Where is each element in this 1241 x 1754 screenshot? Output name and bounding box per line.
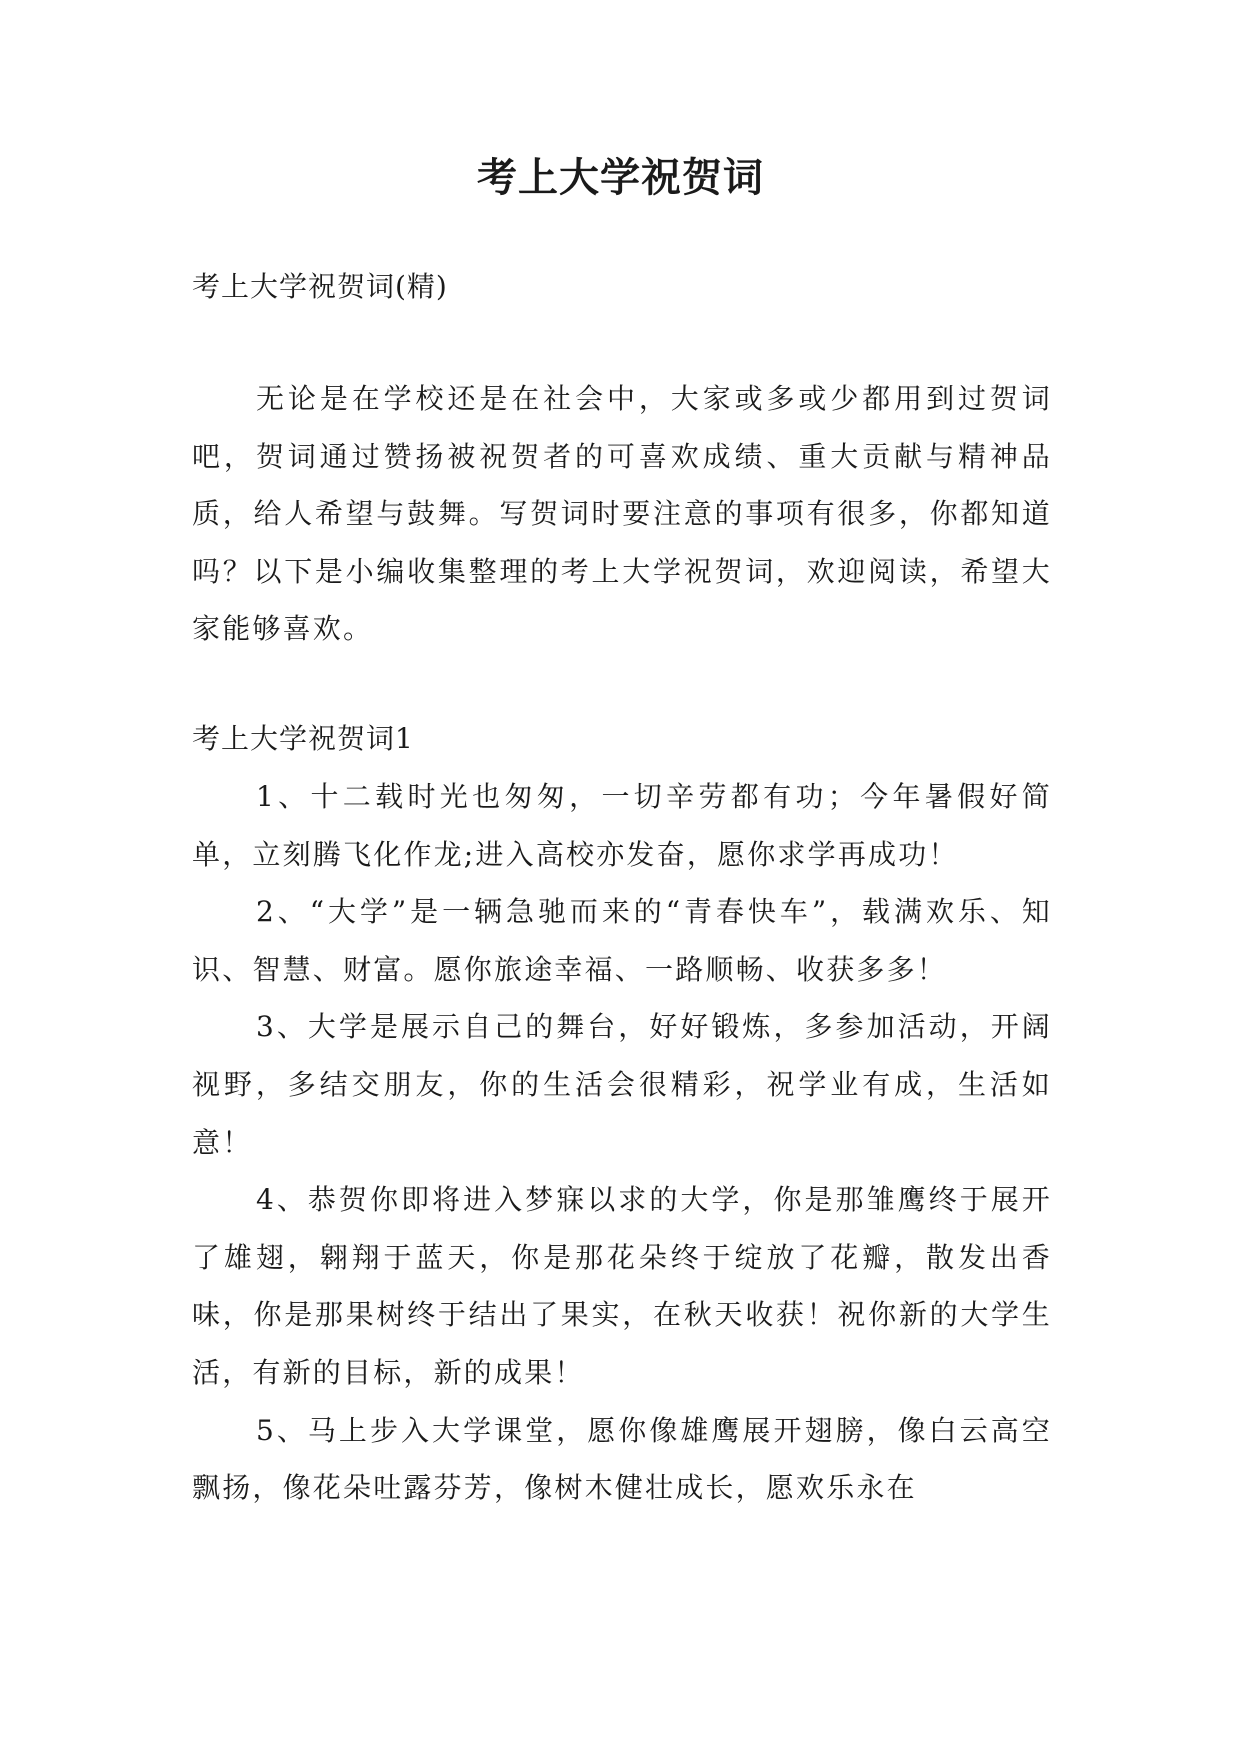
document-body	[192, 258, 1052, 1517]
document-subtitle: 考上大学祝贺词(精)	[192, 270, 448, 303]
list-item: 3、大学是展示自己的舞台，好好锻炼，多参加活动，开阔视野，多结交朋友，你的生活会很精彩，祝学业有成，生活如意！	[192, 1010, 1052, 1159]
list-item: 1、十二载时光也匆匆，一切辛劳都有功；今年暑假好简单，立刻腾飞化作龙;进入高校亦发奋，愿你求学再成功！	[192, 779, 1052, 871]
intro-paragraph: 无论是在学校还是在社会中，大家或多或少都用到过贺词吧，贺词通过赞扬被祝贺者的可喜欢成绩、重大贡献与精神品质，给人希望与鼓舞。写贺词时要注意的事项有很多，你都知道吗？以下是小编收集整理的考上大学祝贺词，欢迎阅读，希望大家能够喜欢。	[192, 382, 1052, 646]
document-title: 考上大学祝贺词	[477, 155, 764, 201]
list-item: 2、“大学”是一辆急驰而来的“青春快车”，载满欢乐、知识、智慧、财富。愿你旅途幸福、一路顺畅、收获多多！	[192, 895, 1052, 986]
list-item: 5、马上步入大学课堂，愿你像雄鹰展开翅膀，像白云高空飘扬，像花朵吐露芬芳，像树木健壮成长，愿欢乐永在	[192, 1413, 1052, 1505]
list-item: 4、恭贺你即将进入梦寐以求的大学，你是那雏鹰终于展开了雄翅，翱翔于蓝天，你是那花朵终于绽放了花瓣，散发出香味，你是那果树终于结出了果实，在秋天收获！祝你新的大学生活，有新的目标，新的成果！	[192, 1183, 1052, 1389]
section-heading: 考上大学祝贺词1	[192, 721, 414, 755]
